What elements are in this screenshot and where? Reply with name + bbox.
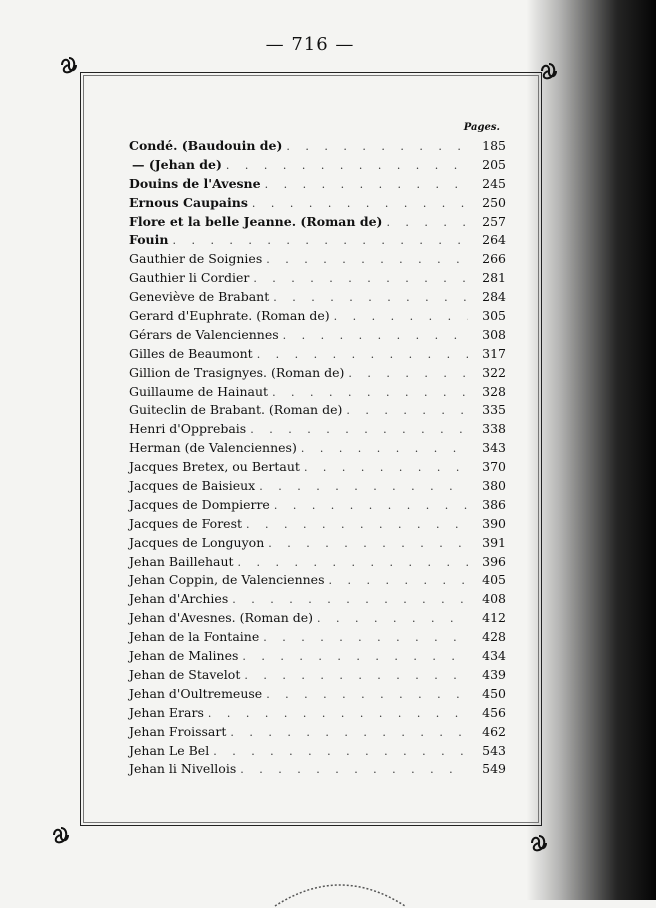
entry-page-number: 380 [482,478,506,494]
entry-title: Henri d'Opprebais [129,421,247,437]
entry-title: Gilles de Beaumont [129,345,253,361]
dot-leader [240,667,468,686]
entry-title: Guillaume de Hainaut [129,383,269,399]
entry-page-number: 439 [482,666,506,682]
entry-title: — (Jehan de) [132,156,222,172]
dot-leader [330,308,468,327]
entry-page-number: 281 [482,270,506,286]
entry-page-number: 257 [482,213,506,229]
entry-title: Guiteclin de Brabant. (Roman de) [129,402,343,418]
index-entry [116,345,506,364]
library-stamp-arc [270,868,410,908]
index-entry [116,288,506,307]
entry-page-number: 370 [482,459,506,475]
dot-leader [268,384,468,403]
dot-leader [236,761,468,780]
index-entry [116,401,506,420]
entry-page-number: 390 [482,515,506,531]
dot-leader [262,686,468,705]
entry-page-number: 412 [482,610,506,626]
entry-page-number: 434 [482,648,506,664]
entry-page-number: 328 [482,383,506,399]
dot-leader [226,724,468,743]
index-list [116,137,506,779]
entry-title: Jacques de Baisieux [129,478,256,494]
top-right-ornament-icon [538,60,560,82]
gutter-shadow [526,0,656,900]
index-entry [116,496,506,515]
index-entry [116,326,506,345]
dot-leader [204,705,468,724]
entry-page-number: 308 [482,326,506,342]
dot-leader [259,629,468,648]
index-entry [116,590,506,609]
bottom-left-ornament-icon [50,824,72,846]
entry-page-number: 543 [482,742,506,758]
entry-title: Herman (de Valenciennes) [129,440,297,456]
index-entry [116,628,506,647]
index-entry [116,458,506,477]
index-entry [116,439,506,458]
dot-leader [300,459,468,478]
index-entry [116,685,506,704]
entry-title: Gerard d'Euphrate. (Roman de) [129,308,330,324]
dot-leader [282,138,468,157]
index-entry [116,704,506,723]
entry-title: Douins de l'Avesne [129,175,261,191]
entry-title: Jehan d'Archies [129,591,229,607]
dot-leader [248,195,468,214]
index-entry [116,609,506,628]
entry-title: Jacques Bretex, ou Bertaut [129,459,300,475]
dot-leader [262,251,468,270]
entry-page-number: 245 [482,175,506,191]
entry-title: Jehan d'Avesnes. (Roman de) [129,610,313,626]
entry-title: Jacques de Longuyon [129,534,265,550]
index-entry [116,175,506,194]
pages-column-header: Pages. [463,122,500,133]
dot-leader [344,365,468,384]
page-number: — 716 — [265,34,355,55]
entry-page-number: 343 [482,440,506,456]
dot-leader [270,497,468,516]
dot-leader [222,157,468,176]
index-entry [116,760,506,779]
index-entry [116,515,506,534]
entry-page-number: 266 [482,251,506,267]
entry-page-number: 549 [482,761,506,777]
dot-leader [249,270,468,289]
dot-leader [234,554,468,573]
entry-title: Jacques de Dompierre [129,496,270,512]
entry-page-number: 408 [482,591,506,607]
entry-title: Jehan de la Fontaine [129,629,260,645]
entry-title: Jehan de Stavelot [129,666,241,682]
entry-page-number: 335 [482,402,506,418]
entry-title: Gauthier de Soignies [129,251,263,267]
dot-leader [261,176,468,195]
entry-title: Ernous Caupains [129,194,248,210]
index-entry [116,231,506,250]
entry-page-number: 205 [482,156,506,172]
index-entry [116,742,506,761]
entry-page-number: 338 [482,421,506,437]
entry-title: Flore et la belle Jeanne. (Roman de) [129,213,383,229]
dot-leader [209,743,468,762]
index-entry [116,250,506,269]
entry-page-number: 284 [482,289,506,305]
entry-page-number: 317 [482,345,506,361]
index-entry [116,723,506,742]
dot-leader [255,478,468,497]
dot-leader [242,516,468,535]
dot-leader [264,535,468,554]
entry-title: Jehan Coppin, de Valenciennes [129,572,325,588]
index-entry [116,571,506,590]
dot-leader [269,289,468,308]
index-entry [116,553,506,572]
entry-title: Jehan li Nivellois [129,761,237,777]
entry-page-number: 456 [482,704,506,720]
dot-leader [324,572,468,591]
index-entry [116,213,506,232]
entry-title: Gérars de Valenciennes [129,326,279,342]
index-entry [116,194,506,213]
entry-page-number: 305 [482,308,506,324]
entry-page-number: 391 [482,534,506,550]
entry-title: Condé. (Baudouin de) [129,138,283,153]
entry-title: Jehan de Malines [129,648,239,664]
dot-leader [253,346,468,365]
entry-title: Geneviève de Brabant [129,289,270,305]
index-entry [116,647,506,666]
entry-page-number: 322 [482,364,506,380]
entry-page-number: 462 [482,723,506,739]
bottom-right-ornament-icon [528,832,550,854]
dot-leader [382,214,468,233]
entry-page-number: 264 [482,232,506,248]
entry-page-number: 428 [482,629,506,645]
index-entry [116,534,506,553]
dot-leader [297,440,468,459]
index-entry [116,307,506,326]
entry-page-number: 386 [482,496,506,512]
entry-title: Jacques de Forest [129,515,243,531]
entry-page-number: 396 [482,553,506,569]
entry-title: Jehan d'Oultremeuse [129,685,263,701]
index-entry [116,383,506,402]
entry-title: Gauthier li Cordier [129,270,250,286]
top-left-ornament-icon [58,54,80,76]
dot-leader [342,402,468,421]
dot-leader [313,610,468,629]
index-entry [116,420,506,439]
index-entry [116,269,506,288]
index-entry [116,666,506,685]
index-entry [116,156,506,175]
index-entry [116,137,506,156]
index-entry [116,364,506,383]
dot-leader [246,421,468,440]
entry-title: Jehan Erars [129,704,204,720]
dot-leader [228,591,468,610]
entry-title: Fouin [129,232,169,248]
entry-page-number: 405 [482,572,506,588]
index-entry [116,477,506,496]
entry-title: Jehan Froissart [129,723,227,739]
entry-page-number: 185 [482,138,506,153]
entry-title: Jehan Baillehaut [129,553,234,569]
dot-leader [168,232,468,251]
entry-title: Jehan Le Bel [129,742,210,758]
entry-title: Gillion de Trasignyes. (Roman de) [129,364,345,380]
dot-leader [279,327,468,346]
dot-leader [238,648,468,667]
entry-page-number: 450 [482,685,506,701]
entry-page-number: 250 [482,194,506,210]
